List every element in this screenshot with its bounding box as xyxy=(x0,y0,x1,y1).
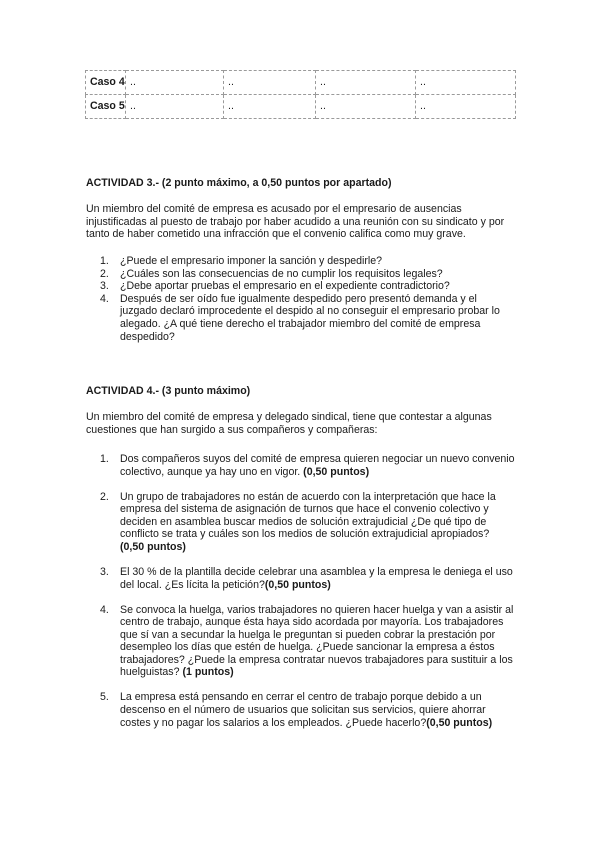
item-points: (1 puntos) xyxy=(182,666,234,679)
table-cell: .. xyxy=(126,71,224,95)
table-cell: .. xyxy=(316,71,416,95)
item-number: 2. xyxy=(100,267,109,280)
item-number: 2. xyxy=(100,490,109,503)
item-points: (0,50 puntos) xyxy=(120,540,186,553)
casos-table xyxy=(85,70,516,119)
item-number: 5. xyxy=(100,691,109,704)
row-label: Caso 4 xyxy=(86,71,126,95)
item-number: 4. xyxy=(100,603,109,616)
item-text: El 30 % de la plantilla decide celebrar una asamblea y la empresa le deniega el uso del local. ¿Es lícita la petición? xyxy=(120,565,513,591)
list-item xyxy=(86,280,516,293)
table-cell: .. xyxy=(416,95,516,119)
actividad4-intro: Un miembro del comité de empresa y delegado sindical, tiene que contestar a algunas cuestiones que han surgido a sus compañeros y compañeras: xyxy=(86,411,492,436)
table-cell: .. xyxy=(126,95,224,119)
list-item xyxy=(86,566,516,591)
table-cell: .. xyxy=(316,95,416,119)
item-text: ¿Debe aportar pruebas el empresario en el expediente contradictorio? xyxy=(120,280,450,293)
item-number: 1. xyxy=(100,453,109,465)
list-item xyxy=(86,691,516,729)
item-text: Se convoca la huelga, varios trabajadores no quieren hacer huelga y van a asistir al centro de trabajo, aunque ésta haya sido acordada por mayoría. Los trabajadores que sí van a secundar la huelga le preguntan si pueden cobrar la prestación por desempleo los días que estén de huelga. ¿Puede sancionar la empresa a éstos trabajadores? ¿Puede la empresa contratar nuevos trabajadores para sustituir a los huelguistas? xyxy=(120,603,514,679)
item-number: 4. xyxy=(100,292,109,305)
item-text: La empresa está pensando en cerrar el centro de trabajo porque debido a un descenso en el número de usuarios que solicitan sus servicios, quiere ahorrar costes y no pagar los salarios a los empleados. ¿Puede hacerlo? xyxy=(120,691,486,729)
list-item xyxy=(86,255,516,268)
item-text: Dos compañeros suyos del comité de empresa quieren negociar un nuevo convenio colectivo, aunque ya hay uno en vigor. xyxy=(120,453,515,478)
table-row xyxy=(86,71,516,95)
item-number: 3. xyxy=(100,565,109,578)
list-item xyxy=(86,604,516,680)
list-item xyxy=(86,491,516,554)
item-text: ¿Puede el empresario imponer la sanción y despedirle? xyxy=(120,255,383,267)
item-text: Después de ser oído fue igualmente despedido pero presentó demanda y el juzgado declaró improcedente el despido al no conseguir el empresario probar lo alegado. ¿A qué tiene derecho el trabajador miembro del comité de empresa despedido? xyxy=(120,292,500,343)
actividad3-intro: Un miembro del comité de empresa es acusado por el empresario de ausencias injustificadas al puesto de trabajo por haber acudido a una reunión con su sindicato y por tanto de haber cometido una infracción que el convenio califica como muy grave. xyxy=(86,203,505,241)
table-cell: .. xyxy=(416,71,516,95)
item-points: (0,50 puntos) xyxy=(264,578,331,591)
item-text: Un grupo de trabajadores no están de acuerdo con la interpretación que hace la empresa del sistema de asignación de turnos que hace el convenio colectivo y deciden en asamblea buscar medios de solución extrajudicial ¿De qué tipo de conflicto se trata y cuáles son los medios de solución extrajudicial apropiados? xyxy=(120,490,496,541)
row-label: Caso 5 xyxy=(86,95,126,119)
list-item xyxy=(86,268,516,281)
item-number: 1. xyxy=(100,255,109,267)
table-cell: .. xyxy=(224,95,316,119)
item-number: 3. xyxy=(100,280,109,293)
actividad4-heading: ACTIVIDAD 4.- (3 punto máximo) xyxy=(86,385,251,397)
item-points: (0,50 puntos) xyxy=(426,716,493,729)
list-item xyxy=(86,453,516,478)
actividad3-list xyxy=(86,255,516,343)
table-cell: .. xyxy=(224,71,316,95)
list-item xyxy=(86,293,516,343)
item-points: (0,50 puntos) xyxy=(303,465,370,478)
item-text: ¿Cuáles son las consecuencias de no cumplir los requisitos legales? xyxy=(120,267,443,280)
actividad3-heading: ACTIVIDAD 3.- (2 punto máximo, a 0,50 puntos por apartado) xyxy=(86,177,392,189)
table-row xyxy=(86,95,516,119)
actividad4-list xyxy=(86,453,516,742)
